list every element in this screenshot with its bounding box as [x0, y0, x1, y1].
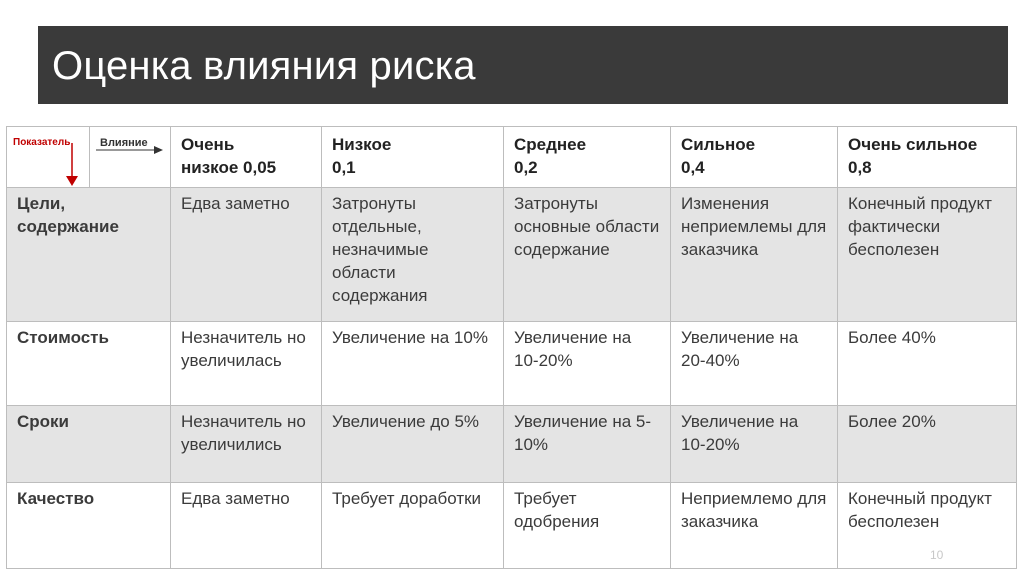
row-label-quality: Качество [7, 483, 171, 569]
column-header-very-high: Очень сильное 0,8 [838, 127, 1017, 188]
column-header-very-low: Очень низкое 0,05 [171, 127, 322, 188]
table-cell: Затронуты основные области содержание [504, 188, 671, 322]
table-cell: Незначитель но увеличилась [171, 322, 322, 406]
table-cell: Увеличение на 10-20% [504, 322, 671, 406]
impact-label: Влияние [100, 137, 148, 149]
table-cell: Более 40% [838, 322, 1017, 406]
table-cell: Незначитель но увеличились [171, 406, 322, 483]
table-row [7, 322, 1017, 406]
table-row [7, 483, 1017, 569]
column-header-medium: Среднее 0,2 [504, 127, 671, 188]
table-row [7, 188, 1017, 322]
arrow-right-icon [96, 145, 164, 155]
table-cell: Затронуты отдельные, незначимые области содержания [322, 188, 504, 322]
table-cell: Конечный продукт бесполезен [838, 483, 1017, 569]
table-cell: Увеличение на 10-20% [671, 406, 838, 483]
risk-impact-table [6, 126, 1017, 569]
row-label-timeline: Сроки [7, 406, 171, 483]
table-cell: Изменения неприемлемы для заказчика [671, 188, 838, 322]
table-cell: Увеличение до 5% [322, 406, 504, 483]
column-header-low: Низкое 0,1 [322, 127, 504, 188]
table-cell: Едва заметно [171, 483, 322, 569]
row-label-cost: Стоимость [7, 322, 171, 406]
table-cell: Увеличение на 20-40% [671, 322, 838, 406]
title-bar [38, 26, 1008, 104]
row-label-goals: Цели, содержание [7, 188, 171, 322]
column-header-high: Сильное 0,4 [671, 127, 838, 188]
table-cell: Более 20% [838, 406, 1017, 483]
arrow-down-icon [65, 143, 79, 187]
table-row [7, 406, 1017, 483]
table-cell: Требует доработки [322, 483, 504, 569]
indicator-label: Показатель [13, 137, 71, 148]
table-cell: Требует одобрения [504, 483, 671, 569]
corner-cell [7, 127, 171, 188]
table-header-row [7, 127, 1017, 188]
table-cell: Конечный продукт фактически бесполезен [838, 188, 1017, 322]
page-number: 10 [930, 548, 944, 562]
table-cell: Увеличение на 5-10% [504, 406, 671, 483]
table-cell: Едва заметно [171, 188, 322, 322]
slide-title: Оценка влияния риска [52, 44, 476, 88]
table-cell: Неприемлемо для заказчика [671, 483, 838, 569]
table-cell: Увеличение на 10% [322, 322, 504, 406]
